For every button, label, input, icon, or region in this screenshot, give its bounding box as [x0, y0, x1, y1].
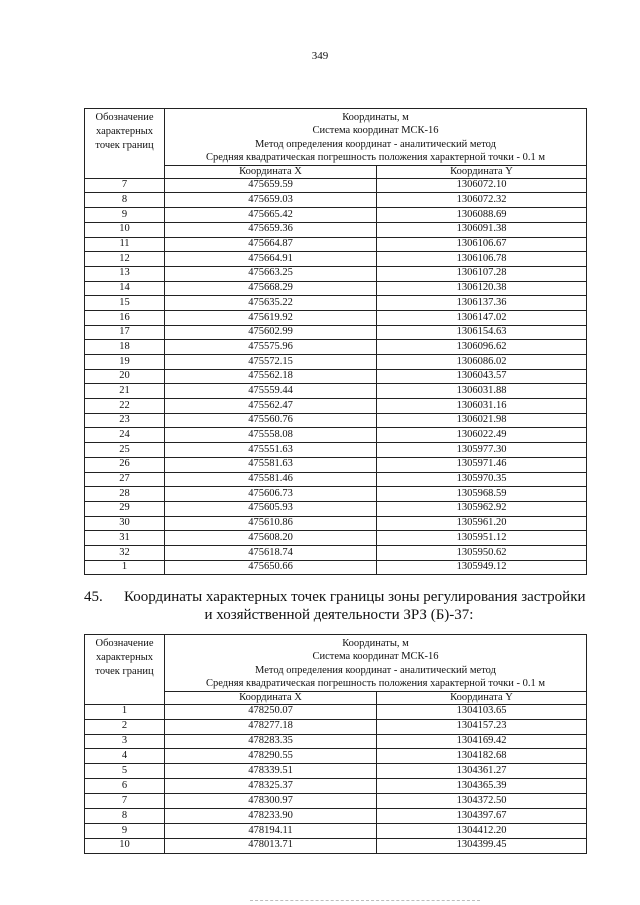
table-row — [85, 749, 587, 764]
header-point-designation: Обозначение характерных точек границ — [85, 109, 165, 179]
table-row — [85, 340, 587, 355]
point-number-cell: 10 — [85, 838, 165, 853]
table-row — [85, 369, 587, 384]
table-row — [85, 399, 587, 414]
coordinate-y-cell: 1306096.62 — [377, 340, 587, 355]
header-accuracy: Средняя квадратическая погрешность положения характерной точки - 0.1 м — [206, 678, 545, 690]
table-row — [85, 719, 587, 734]
coordinate-x-cell: 478277.18 — [165, 719, 377, 734]
coordinate-x-cell: 478325.37 — [165, 779, 377, 794]
coordinate-x-cell: 475562.18 — [165, 369, 377, 384]
coordinate-x-cell: 478194.11 — [165, 823, 377, 838]
point-number-cell: 25 — [85, 443, 165, 458]
coordinate-y-cell: 1305962.92 — [377, 501, 587, 516]
coordinate-y-cell: 1306091.38 — [377, 222, 587, 237]
coordinate-x-cell: 475581.63 — [165, 457, 377, 472]
section-title-line-1: Координаты характерных точек границы зоны регулирования застройки — [124, 589, 586, 605]
coordinate-x-cell: 475562.47 — [165, 399, 377, 414]
table-row — [85, 266, 587, 281]
point-number-cell: 31 — [85, 531, 165, 546]
coordinate-x-cell: 475560.76 — [165, 413, 377, 428]
point-number-cell: 9 — [85, 823, 165, 838]
point-number-cell: 7 — [85, 178, 165, 193]
coordinate-y-cell: 1305951.12 — [377, 531, 587, 546]
point-number-cell: 1 — [85, 704, 165, 719]
section-title-line-2: и хозяйственной деятельности ЗРЗ (Б)-37: — [204, 607, 474, 623]
point-number-cell: 12 — [85, 252, 165, 267]
coordinate-x-cell: 475650.66 — [165, 560, 377, 575]
coordinate-x-cell: 475659.03 — [165, 193, 377, 208]
header-coordinate-system: Система координат МСК-16 — [312, 651, 439, 663]
table-row — [85, 808, 587, 823]
coordinate-x-cell: 475575.96 — [165, 340, 377, 355]
coordinate-y-cell: 1304157.23 — [377, 719, 587, 734]
table-row — [85, 487, 587, 502]
coordinate-y-cell: 1306137.36 — [377, 296, 587, 311]
coordinate-y-cell: 1306106.67 — [377, 237, 587, 252]
coordinate-x-cell: 475581.46 — [165, 472, 377, 487]
coordinate-y-cell: 1306088.69 — [377, 208, 587, 223]
coordinate-y-cell: 1305949.12 — [377, 560, 587, 575]
table-row — [85, 545, 587, 560]
coordinate-y-cell: 1305971.46 — [377, 457, 587, 472]
coordinate-x-cell: 475602.99 — [165, 325, 377, 340]
table-1-body — [85, 178, 587, 575]
coordinate-x-cell: 478300.97 — [165, 794, 377, 809]
point-number-cell: 24 — [85, 428, 165, 443]
coordinate-x-cell: 475659.59 — [165, 178, 377, 193]
point-number-cell: 1 — [85, 560, 165, 575]
coordinate-y-cell: 1304365.39 — [377, 779, 587, 794]
coordinate-y-cell: 1305950.62 — [377, 545, 587, 560]
coordinate-x-cell: 475664.91 — [165, 252, 377, 267]
coordinate-y-cell: 1306031.88 — [377, 384, 587, 399]
coordinate-y-cell: 1304399.45 — [377, 838, 587, 853]
coordinate-x-cell: 475608.20 — [165, 531, 377, 546]
table-row — [85, 560, 587, 575]
table-row — [85, 413, 587, 428]
coordinate-y-cell: 1304412.20 — [377, 823, 587, 838]
point-number-cell: 19 — [85, 355, 165, 370]
point-number-cell: 9 — [85, 208, 165, 223]
table-row — [85, 384, 587, 399]
coordinate-y-cell: 1304397.67 — [377, 808, 587, 823]
header-method: Метод определения координат - аналитический метод — [255, 138, 496, 150]
coordinate-x-cell: 475559.44 — [165, 384, 377, 399]
point-number-cell: 3 — [85, 734, 165, 749]
coordinate-x-cell: 475605.93 — [165, 501, 377, 516]
coordinate-y-cell: 1305968.59 — [377, 487, 587, 502]
coordinate-x-cell: 475606.73 — [165, 487, 377, 502]
table-row — [85, 531, 587, 546]
coordinate-y-cell: 1306031.16 — [377, 399, 587, 414]
header-accuracy: Средняя квадратическая погрешность положения характерной точки - 0.1 м — [206, 152, 545, 164]
coordinate-y-cell: 1306022.49 — [377, 428, 587, 443]
table-row — [85, 355, 587, 370]
coordinate-x-cell: 478250.07 — [165, 704, 377, 719]
table-row — [85, 325, 587, 340]
coordinate-y-cell: 1306072.32 — [377, 193, 587, 208]
point-number-cell: 11 — [85, 237, 165, 252]
coordinates-table-2 — [84, 634, 587, 854]
header-units: Координаты, м — [342, 638, 409, 649]
point-number-cell: 21 — [85, 384, 165, 399]
table-row — [85, 443, 587, 458]
coordinate-y-cell: 1305977.30 — [377, 443, 587, 458]
table-row — [85, 178, 587, 193]
table-row — [85, 472, 587, 487]
coordinate-x-cell: 475663.25 — [165, 266, 377, 281]
point-number-cell: 26 — [85, 457, 165, 472]
header-coordinate-system: Система координат МСК-16 — [312, 125, 439, 137]
table-row — [85, 794, 587, 809]
coordinate-y-cell: 1305970.35 — [377, 472, 587, 487]
table-row — [85, 779, 587, 794]
table-row — [85, 516, 587, 531]
point-number-cell: 17 — [85, 325, 165, 340]
coordinate-x-cell: 478290.55 — [165, 749, 377, 764]
point-number-cell: 14 — [85, 281, 165, 296]
point-number-cell: 8 — [85, 193, 165, 208]
point-number-cell: 27 — [85, 472, 165, 487]
point-number-cell: 15 — [85, 296, 165, 311]
coordinate-x-cell: 475618.74 — [165, 545, 377, 560]
table-row — [85, 252, 587, 267]
column-header-y: Координата Y — [377, 165, 587, 178]
coordinate-y-cell: 1304103.65 — [377, 704, 587, 719]
coordinate-x-cell: 475610.86 — [165, 516, 377, 531]
coordinate-x-cell: 478339.51 — [165, 764, 377, 779]
point-number-cell: 13 — [85, 266, 165, 281]
coordinate-x-cell: 475665.42 — [165, 208, 377, 223]
page-number: 349 — [311, 50, 329, 62]
coordinate-y-cell: 1306107.28 — [377, 266, 587, 281]
table-row — [85, 237, 587, 252]
table-row — [85, 310, 587, 325]
coordinate-y-cell: 1306120.38 — [377, 281, 587, 296]
column-header-x: Координата X — [165, 165, 377, 178]
coordinate-x-cell: 475572.15 — [165, 355, 377, 370]
header-method: Метод определения координат - аналитический метод — [255, 664, 496, 676]
table-row — [85, 296, 587, 311]
table-row — [85, 208, 587, 223]
table-row — [85, 222, 587, 237]
point-number-cell: 28 — [85, 487, 165, 502]
point-number-cell: 32 — [85, 545, 165, 560]
coordinate-x-cell: 475664.87 — [165, 237, 377, 252]
point-number-cell: 5 — [85, 764, 165, 779]
point-number-cell: 7 — [85, 794, 165, 809]
table-row — [85, 823, 587, 838]
table-row — [85, 501, 587, 516]
point-number-cell: 10 — [85, 222, 165, 237]
table-row — [85, 764, 587, 779]
section-number: 45. — [84, 589, 103, 605]
table-row — [85, 193, 587, 208]
column-header-x: Координата X — [165, 691, 377, 704]
coordinate-y-cell: 1304372.50 — [377, 794, 587, 809]
coordinates-table-1 — [84, 108, 587, 575]
coordinate-y-cell: 1306086.02 — [377, 355, 587, 370]
coordinate-y-cell: 1306154.63 — [377, 325, 587, 340]
point-number-cell: 30 — [85, 516, 165, 531]
point-number-cell: 4 — [85, 749, 165, 764]
coordinate-y-cell: 1306021.98 — [377, 413, 587, 428]
coordinate-x-cell: 478233.90 — [165, 808, 377, 823]
table-row — [85, 457, 587, 472]
point-number-cell: 6 — [85, 779, 165, 794]
table-row — [85, 704, 587, 719]
table-2-body — [85, 704, 587, 853]
point-number-cell: 23 — [85, 413, 165, 428]
coordinate-x-cell: 475659.36 — [165, 222, 377, 237]
point-number-cell: 22 — [85, 399, 165, 414]
coordinate-y-cell: 1304361.27 — [377, 764, 587, 779]
point-number-cell: 2 — [85, 719, 165, 734]
column-header-y: Координата Y — [377, 691, 587, 704]
coordinate-x-cell: 475558.08 — [165, 428, 377, 443]
coordinate-y-cell: 1305961.20 — [377, 516, 587, 531]
coordinate-y-cell: 1304182.68 — [377, 749, 587, 764]
coordinate-x-cell: 478283.35 — [165, 734, 377, 749]
header-units: Координаты, м — [342, 112, 409, 123]
table-row — [85, 281, 587, 296]
header-point-designation: Обозначение характерных точек границ — [85, 635, 165, 705]
coordinate-x-cell: 475551.63 — [165, 443, 377, 458]
coordinate-y-cell: 1306147.02 — [377, 310, 587, 325]
coordinate-y-cell: 1306072.10 — [377, 178, 587, 193]
coordinate-x-cell: 475619.92 — [165, 310, 377, 325]
point-number-cell: 8 — [85, 808, 165, 823]
table-row — [85, 734, 587, 749]
coordinate-x-cell: 475635.22 — [165, 296, 377, 311]
footer-divider — [250, 900, 480, 901]
coordinate-x-cell: 478013.71 — [165, 838, 377, 853]
table-row — [85, 838, 587, 853]
header-coordinates-info — [165, 635, 587, 692]
coordinate-y-cell: 1306106.78 — [377, 252, 587, 267]
point-number-cell: 16 — [85, 310, 165, 325]
coordinate-y-cell: 1306043.57 — [377, 369, 587, 384]
point-number-cell: 20 — [85, 369, 165, 384]
coordinate-y-cell: 1304169.42 — [377, 734, 587, 749]
table-row — [85, 428, 587, 443]
point-number-cell: 18 — [85, 340, 165, 355]
coordinate-x-cell: 475668.29 — [165, 281, 377, 296]
header-coordinates-info — [165, 109, 587, 166]
point-number-cell: 29 — [85, 501, 165, 516]
